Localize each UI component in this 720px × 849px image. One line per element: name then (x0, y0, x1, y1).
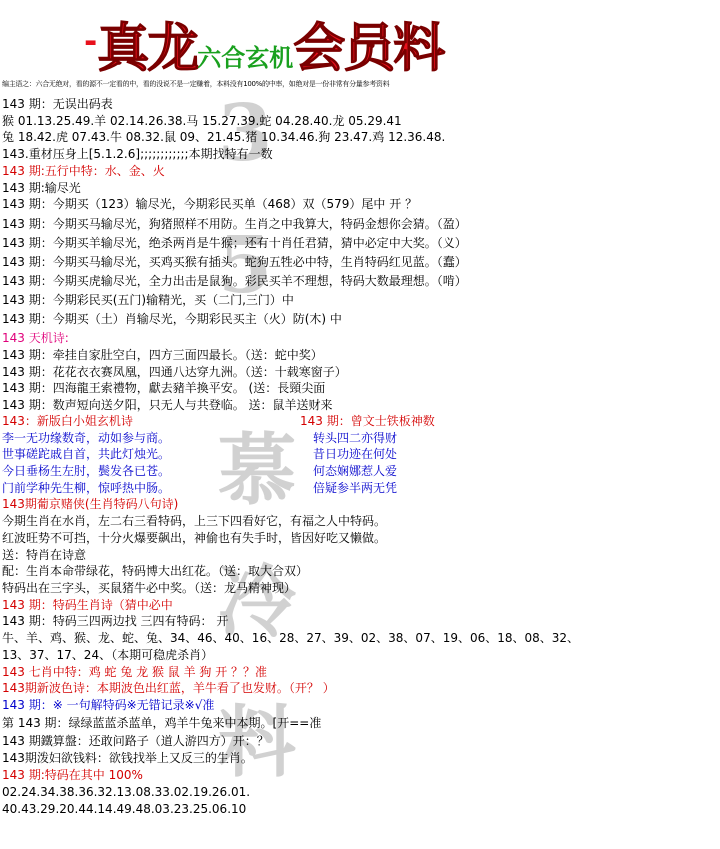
watermark-char-3: 慕 (218, 425, 297, 516)
content-line: 143 期：四海龍王索禮物，獻去豬羊換平安。 (送：長頸尖面 (2, 381, 326, 395)
content-line: 李一无功缘数奇，动如参与商。 (2, 431, 171, 445)
content-line: 143 期：今期买羊输尽光，绝杀两肖是牛猴；还有十肖任君猜，猜中必定中大奖。（义） (2, 236, 467, 250)
content-line: 今期生肖在水肖，左二右三看特码，上三下四看好它，有福之人中特码。 (2, 514, 387, 528)
content-line: 143 七肖中特：鸡 蛇 兔 龙 猴 鼠 羊 狗 开 ？？准 (2, 665, 268, 679)
content-line: 兔 18.42.虎 07.43.牛 08.32.鼠 09、21.45.猪 10.34.46.狗 23.47.鸡 12.36.48. (2, 130, 446, 144)
content-line: 13、37、17、24、（本期可稳虎杀肖） (2, 648, 214, 662)
content-line: 143 期:特码在其中 100% (2, 768, 143, 782)
content-line: 配：生肖本命带绿花，特码博大出红花。（送：取大合双） (2, 564, 309, 578)
content-line: 红波旺势不可挡，十分火爆要飙出，神偷也有失手时，皆因好吃又懒做。 (2, 531, 387, 545)
watermark-char-5: 料 (218, 697, 297, 788)
content-line: 猴 01.13.25.49.羊 02.14.26.38.马 15.27.39.蛇 04.28.40.龙 05.29.41 (2, 114, 402, 128)
content-line: 02.24.34.38.36.32.13.08.33.02.19.26.01. (2, 785, 251, 799)
content-line: 143 期：花花衣衣赛凤凰，四通八达穿九洲。（送：十载寒窗子） (2, 365, 347, 379)
content-line: 143 期：特码生肖诗（猜中必中 (2, 598, 173, 612)
right-column-line: 何态娴娜惹人爱 (313, 464, 398, 478)
content-line: 40.43.29.20.44.14.49.48.03.23.25.06.10 (2, 802, 247, 816)
content-line: 143 期:五行中特：水、金、火 (2, 164, 165, 178)
title-part-2: 六合玄机 (197, 43, 294, 72)
content-line: 世事磋跎戚自首，共此灯烛光。 (2, 447, 171, 461)
content-line: 143 期：今期买（土）肖输尽光，今期彩民买主（火）防(木) 中 (2, 312, 342, 326)
content-line: 143 期：今期买（123）输尽光，今期彩民买单（468）双（579）尾中 开 ？ (2, 197, 418, 211)
content-line: 特码出在三字头，买鼠猪牛必中奖。（送：龙马精神现） (2, 581, 297, 595)
content-line: 143 期:输尽光 (2, 181, 81, 195)
watermark-char-4: 冷 (218, 557, 297, 648)
watermark-char-1: 3 (218, 88, 273, 179)
content-line: 送：特肖在诗意 (2, 548, 87, 562)
content-line: 143期泼妇欲钱料：欲钱找举上又反三的生肖。 (2, 751, 253, 765)
content-line: 门前学种先生柳，惊呼热中肠。 (2, 481, 171, 495)
content-line: 143 期：今期买虎输尽光，全力出击是鼠狗。彩民买羊不理想，特码大数最理想。（啃） (2, 274, 467, 288)
content-line: 143 期：※ 一句解特码※无错记录※√准 (2, 698, 215, 712)
title-part-3: 会员料 (293, 18, 444, 79)
content-line: 143 期：特码三四两边找 三四有特码： 开 (2, 614, 229, 628)
disclaimer-note: 编主语之：六合无绝对，看的源不一定看的中，看的没说不是一定赚着，本料没有100%的中率，如绝对是一份非常有分量参考资料 (2, 80, 390, 88)
right-column-line: 转头四二亦得财 (313, 431, 398, 445)
content-line: 143 期：无误出码表 (2, 97, 113, 111)
content-line: 143 期：今期买马输尽光，狗猪照样不用防。生肖之中我算大，特码金想你会猜。（盈） (2, 217, 467, 231)
content-line: 143 期：数声短向送夕阳，只无人与共登临。 送：鼠羊送财来 (2, 398, 333, 412)
right-column-line: 倍疑参半两无凭 (313, 481, 398, 495)
content-line: 143 天机诗: (2, 331, 69, 345)
page-title (84, 6, 444, 79)
right-column-line: 143 期：曾文士铁板神数 (300, 414, 435, 428)
content-line: 143：新版白小姐玄机诗 (2, 414, 133, 428)
content-line: 143期葡京赌侠(生肖特码八句诗) (2, 497, 179, 511)
title-part-1: 真龙 (97, 18, 198, 79)
content-line: 143 期：今期彩民买(五门)输精光，买（二门,三门）中 (2, 293, 294, 307)
title-dash: - (84, 22, 98, 60)
content-line: 今日垂杨生左肘，鬓发各已苍。 (2, 464, 171, 478)
watermark-char-2: 5 (218, 220, 273, 311)
content-line: 第 143 期：绿绿蓝蓝杀蓝单，鸡羊牛兔来中本期。[开==准 (2, 716, 322, 730)
content-line: 143 期：牵挂自家肚空白，四方三面四最长。（送：蛇中奖） (2, 348, 323, 362)
content-line: 143 期鐵算盤：还敢问路子（道人游四方）开：？ (2, 734, 269, 748)
content-line: 143.重材压身上[5.1.2.6];;;;;;;;;;;;本期找特有一数 (2, 147, 273, 161)
right-column-line: 昔日功迹在何处 (313, 447, 398, 461)
content-line: 牛、羊、鸡、猴、龙、蛇、兔、34、46、40、16、28、27、39、02、38、07、19、06、18、08、32、 (2, 631, 580, 645)
content-line: 143 期：今期买马输尽光，买鸡买猴有插头。蛇狗五牲必中特，生肖特码红见蓝。（蠢） (2, 255, 467, 269)
content-line: 143期新波色诗：本期波色出红蓝，羊牛看了也发财。（开？ ） (2, 681, 335, 695)
